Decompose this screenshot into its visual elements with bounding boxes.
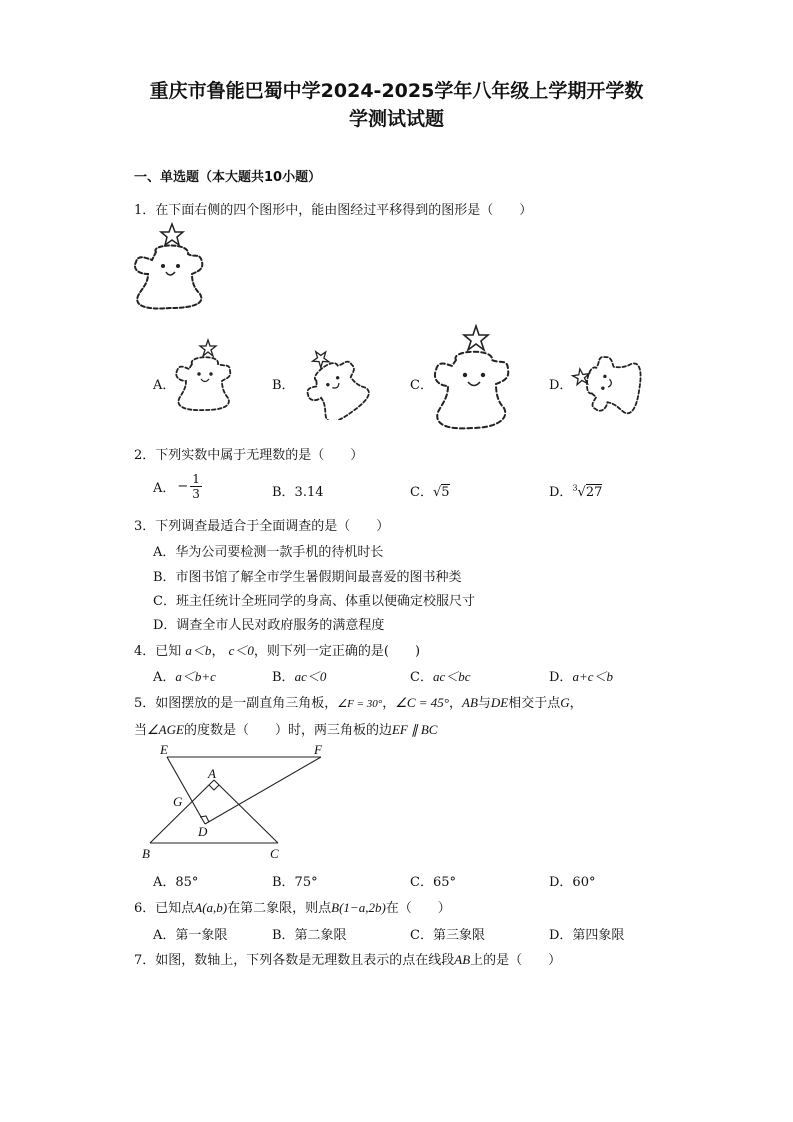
fraction-numerator: 1 [192,472,200,486]
q1-option-b-label: B． [272,378,295,393]
q3-option-d: D．调查全市人民对政府服务的满意程度 [153,618,385,633]
q2-option-d [549,481,602,500]
ghost-original-figure [130,222,212,318]
q4-math-2: c＜0 [228,643,254,658]
q5-text: 5．如图摆放的是一副直角三角板， [134,696,338,711]
q5-text: 的度数是（ ）时，两三角板的边 [183,723,392,738]
q2-option-a-fraction [190,472,202,501]
q2-option-d-radicand: 27 [585,485,603,500]
cube-root-index: 3 [572,483,578,493]
label-b: B [142,846,150,861]
q5-option-c: C．65° [410,875,456,890]
q4-option-c [410,666,471,685]
question-5-stem-line1 [134,692,583,711]
label-a: A [208,766,216,781]
q2-option-c-radicand: 5 [441,485,450,500]
q6-math-point-a: A(a,b) [194,900,228,915]
page-title-line1: 重庆市鲁能巴蜀中学2024-2025学年八年级上学期开学数 [149,80,644,102]
q4-option-b [272,666,326,685]
option-label: D． [549,670,573,685]
label-e: E [160,742,168,757]
q6-text: 6．已知点 [134,901,195,916]
q7-text: 7．如图，数轴上，下列各数是无理数且表示的点在线段 [134,953,455,968]
question-6-stem [134,897,451,916]
q5-option-b: B．75° [272,875,318,890]
option-math: ac＜bc [432,669,471,684]
label-g: G [173,794,183,809]
segment-ed [167,757,205,824]
q7-math-ab: AB [454,952,471,967]
right-angle-mark-a [209,785,219,790]
q4-stem-text-3: ，则下列一定正确的是( ) [253,644,421,659]
option-label: A． [153,670,176,685]
fraction-denominator: 3 [192,487,200,501]
q5-math-angle-age: ∠AGE [147,722,184,737]
q5-option-d: D．60° [549,875,596,890]
q5-text: ， [569,696,583,711]
question-2-stem: 2．下列实数中属于无理数的是（ ） [134,448,364,463]
q7-text: 上的是（ ） [470,953,562,968]
triangle-boards-figure [138,740,334,864]
q5-text: ， [449,696,463,711]
right-angle-mark-d [200,816,209,822]
q4-math-1: a＜b [185,643,212,658]
question-1-stem: 1．在下面右侧的四个图形中，能由图经过平移得到的图形是（ ） [134,203,533,218]
q3-option-b: B．市图书馆了解全市学生暑假期间最喜爱的图书种类 [153,570,462,585]
ghost-option-a [172,338,238,418]
q5-text: 相交于点 [508,696,561,711]
q6-math-point-b: B(1−a,2b) [331,900,386,915]
q6-option-d: D．第四象限 [549,928,625,943]
q5-math-angle-f: ∠F = 30° [337,698,383,710]
section-header: 一、单选题（本大题共10小题） [134,170,322,185]
q1-option-c-label: C． [410,378,433,393]
option-label: B． [272,670,295,685]
q4-stem-text-1: 4．已知 [134,644,182,659]
option-label: C． [410,670,433,685]
q2-option-a-label: A． [153,481,176,496]
q1-option-d-label: D． [549,378,573,393]
cbrt-symbol: √ [577,485,586,500]
ghost-option-b-rotated [290,340,386,420]
ghost-option-d-rotated [568,344,648,418]
ghost-option-c-enlarged [430,322,516,438]
q6-option-b: B．第二象限 [272,928,347,943]
question-4-stem [134,640,420,659]
q2-option-a-sign: − [177,479,189,494]
q3-option-c: C．班主任统计全班同学的身高、体重以便确定校服尺寸 [153,594,475,609]
q1-option-a-label: A． [153,378,176,393]
q4-stem-text-2: ， [211,644,225,659]
question-7-stem [134,949,561,968]
q4-option-d [549,666,613,685]
segment-df [205,757,321,824]
q2-option-b: B．3.14 [272,485,324,500]
q5-option-a: A．85° [153,875,199,890]
q5-text: ， [382,696,396,711]
q6-option-a: A．第一象限 [153,928,228,943]
q3-option-a: A．华为公司要检测一款手机的待机时长 [153,545,384,560]
segment-ac [214,780,278,843]
sqrt-symbol: √ [432,485,442,500]
q2-option-a [153,472,202,501]
q6-text: 在（ ） [385,901,451,916]
q5-math-ab: AB [462,695,478,710]
q2-option-c-label: C． [410,485,433,500]
page-title-line2: 学测试试题 [348,108,444,130]
q5-text: 当 [134,723,148,738]
option-math: ac＜0 [294,669,327,684]
q5-math-parallel: EF ∥ BC [391,722,438,737]
q4-option-a [153,666,216,685]
q5-math-angle-c: ∠C = 45° [395,695,449,710]
q5-math-g: G [560,695,570,710]
q2-option-d-label: D． [549,485,573,500]
q6-option-c: C．第三象限 [410,928,485,943]
label-f: F [314,742,322,757]
question-3-stem: 3．下列调查最适合于全面调查的是（ ） [134,519,390,534]
label-d: D [198,824,208,839]
q5-math-de: DE [490,695,509,710]
option-math: a+c＜b [572,669,613,684]
label-c: C [270,846,279,861]
q5-text: 与 [477,696,491,711]
option-math: a＜b+c [175,669,216,684]
q6-text: 在第二象限，则点 [227,901,332,916]
question-5-stem-line2 [134,719,437,738]
q2-option-c [410,481,450,500]
